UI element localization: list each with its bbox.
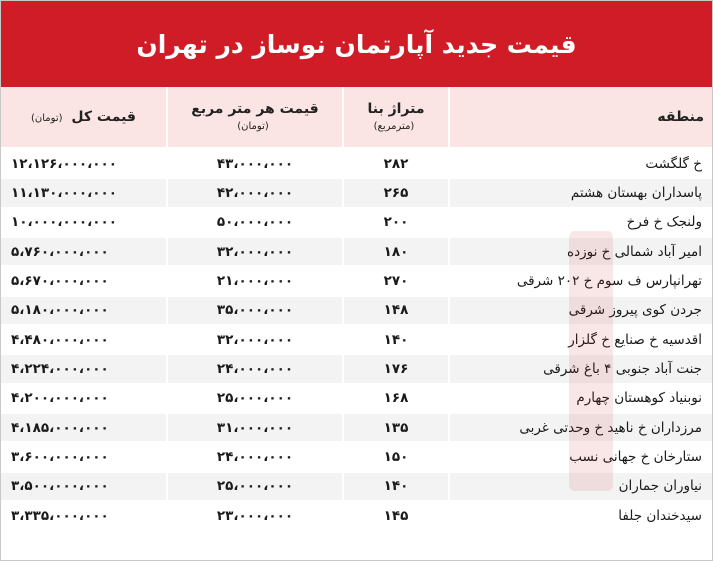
cell-price-per-m2: ۳۵،۰۰۰،۰۰۰ bbox=[167, 296, 343, 325]
cell-region: سیدخندان جلفا bbox=[449, 501, 712, 530]
cell-total: ۳،۶۰۰،۰۰۰،۰۰۰ bbox=[1, 442, 167, 471]
table-row bbox=[1, 354, 712, 383]
cell-area: ۱۸۰ bbox=[343, 237, 449, 266]
table-row bbox=[1, 501, 712, 530]
cell-total: ۳،۵۰۰،۰۰۰،۰۰۰ bbox=[1, 472, 167, 501]
cell-region: مرزداران خ ناهید خ وحدتی غربی bbox=[449, 413, 712, 442]
cell-price-per-m2: ۲۵،۰۰۰،۰۰۰ bbox=[167, 472, 343, 501]
cell-region: اقدسیه خ صنایع خ گلزار bbox=[449, 325, 712, 354]
header-area bbox=[343, 87, 449, 149]
cell-price-per-m2: ۲۱،۰۰۰،۰۰۰ bbox=[167, 266, 343, 295]
header-region-label: منطقه bbox=[657, 109, 704, 125]
cell-region: جنت آباد جنوبی ۴ باغ شرقی bbox=[449, 354, 712, 383]
cell-price-per-m2: ۴۲،۰۰۰،۰۰۰ bbox=[167, 178, 343, 207]
header-total-unit: (تومان) bbox=[31, 113, 63, 124]
cell-area: ۲۷۰ bbox=[343, 266, 449, 295]
header-region bbox=[449, 87, 712, 149]
cell-region: تهرانپارس ف سوم خ ۲۰۲ شرقی bbox=[449, 266, 712, 295]
cell-price-per-m2: ۲۵،۰۰۰،۰۰۰ bbox=[167, 384, 343, 413]
cell-price-per-m2: ۳۲،۰۰۰،۰۰۰ bbox=[167, 237, 343, 266]
header-area-unit: (مترمربع) bbox=[373, 121, 415, 132]
cell-region: پاسداران بهستان هشتم bbox=[449, 178, 712, 207]
table-row bbox=[1, 413, 712, 442]
cell-area: ۱۴۵ bbox=[343, 501, 449, 530]
cell-total: ۴،۱۸۵،۰۰۰،۰۰۰ bbox=[1, 413, 167, 442]
cell-total: ۱۲،۱۲۶،۰۰۰،۰۰۰ bbox=[1, 149, 167, 179]
cell-price-per-m2: ۳۱،۰۰۰،۰۰۰ bbox=[167, 413, 343, 442]
table-row bbox=[1, 442, 712, 471]
cell-region: جردن کوی پیروز شرقی bbox=[449, 296, 712, 325]
table-row bbox=[1, 472, 712, 501]
cell-area: ۱۶۸ bbox=[343, 384, 449, 413]
header-price-per-m2-label: قیمت هر متر مربع bbox=[191, 101, 319, 117]
cell-total: ۵،۷۶۰،۰۰۰،۰۰۰ bbox=[1, 237, 167, 266]
cell-area: ۱۵۰ bbox=[343, 442, 449, 471]
table-row bbox=[1, 237, 712, 266]
title-bar bbox=[1, 1, 712, 87]
table-row bbox=[1, 384, 712, 413]
cell-total: ۱۰،۰۰۰،۰۰۰،۰۰۰ bbox=[1, 208, 167, 237]
cell-region: نیاوران جماران bbox=[449, 472, 712, 501]
cell-area: ۱۴۸ bbox=[343, 296, 449, 325]
cell-price-per-m2: ۳۲،۰۰۰،۰۰۰ bbox=[167, 325, 343, 354]
cell-price-per-m2: ۲۴،۰۰۰،۰۰۰ bbox=[167, 442, 343, 471]
cell-region: ولنجک خ فرخ bbox=[449, 208, 712, 237]
cell-total: ۴،۲۲۴،۰۰۰،۰۰۰ bbox=[1, 354, 167, 383]
cell-region: خ گلگشت bbox=[449, 149, 712, 179]
cell-region: ستارخان خ جهانی نسب bbox=[449, 442, 712, 471]
table-row bbox=[1, 178, 712, 207]
cell-price-per-m2: ۵۰،۰۰۰،۰۰۰ bbox=[167, 208, 343, 237]
cell-region: نوبنیاد کوهستان چهارم bbox=[449, 384, 712, 413]
cell-region: امیر آباد شمالی خ نوزده bbox=[449, 237, 712, 266]
cell-total: ۴،۲۰۰،۰۰۰،۰۰۰ bbox=[1, 384, 167, 413]
table-row bbox=[1, 208, 712, 237]
cell-total: ۴،۴۸۰،۰۰۰،۰۰۰ bbox=[1, 325, 167, 354]
cell-price-per-m2: ۲۴،۰۰۰،۰۰۰ bbox=[167, 354, 343, 383]
table-header-row bbox=[1, 87, 712, 149]
cell-total: ۳،۳۳۵،۰۰۰،۰۰۰ bbox=[1, 501, 167, 530]
cell-area: ۲۸۲ bbox=[343, 149, 449, 179]
cell-total: ۱۱،۱۳۰،۰۰۰،۰۰۰ bbox=[1, 178, 167, 207]
table-body bbox=[1, 149, 712, 531]
header-total bbox=[1, 87, 167, 149]
cell-area: ۲۶۵ bbox=[343, 178, 449, 207]
cell-area: ۲۰۰ bbox=[343, 208, 449, 237]
cell-price-per-m2: ۴۳،۰۰۰،۰۰۰ bbox=[167, 149, 343, 179]
table-row bbox=[1, 149, 712, 179]
cell-price-per-m2: ۲۳،۰۰۰،۰۰۰ bbox=[167, 501, 343, 530]
header-price-per-m2 bbox=[167, 87, 343, 149]
cell-area: ۱۷۶ bbox=[343, 354, 449, 383]
page-title: قیمت جدید آپارتمان نوساز در تهران bbox=[136, 29, 577, 59]
price-table bbox=[1, 87, 712, 531]
header-price-per-m2-unit: (تومان) bbox=[237, 121, 269, 132]
table-row bbox=[1, 325, 712, 354]
cell-total: ۵،۱۸۰،۰۰۰،۰۰۰ bbox=[1, 296, 167, 325]
cell-area: ۱۳۵ bbox=[343, 413, 449, 442]
cell-area: ۱۴۰ bbox=[343, 325, 449, 354]
header-total-label: قیمت کل bbox=[71, 109, 136, 125]
table-row bbox=[1, 296, 712, 325]
cell-area: ۱۴۰ bbox=[343, 472, 449, 501]
header-area-label: متراژ بنا bbox=[367, 101, 425, 117]
cell-total: ۵،۶۷۰،۰۰۰،۰۰۰ bbox=[1, 266, 167, 295]
table-row bbox=[1, 266, 712, 295]
